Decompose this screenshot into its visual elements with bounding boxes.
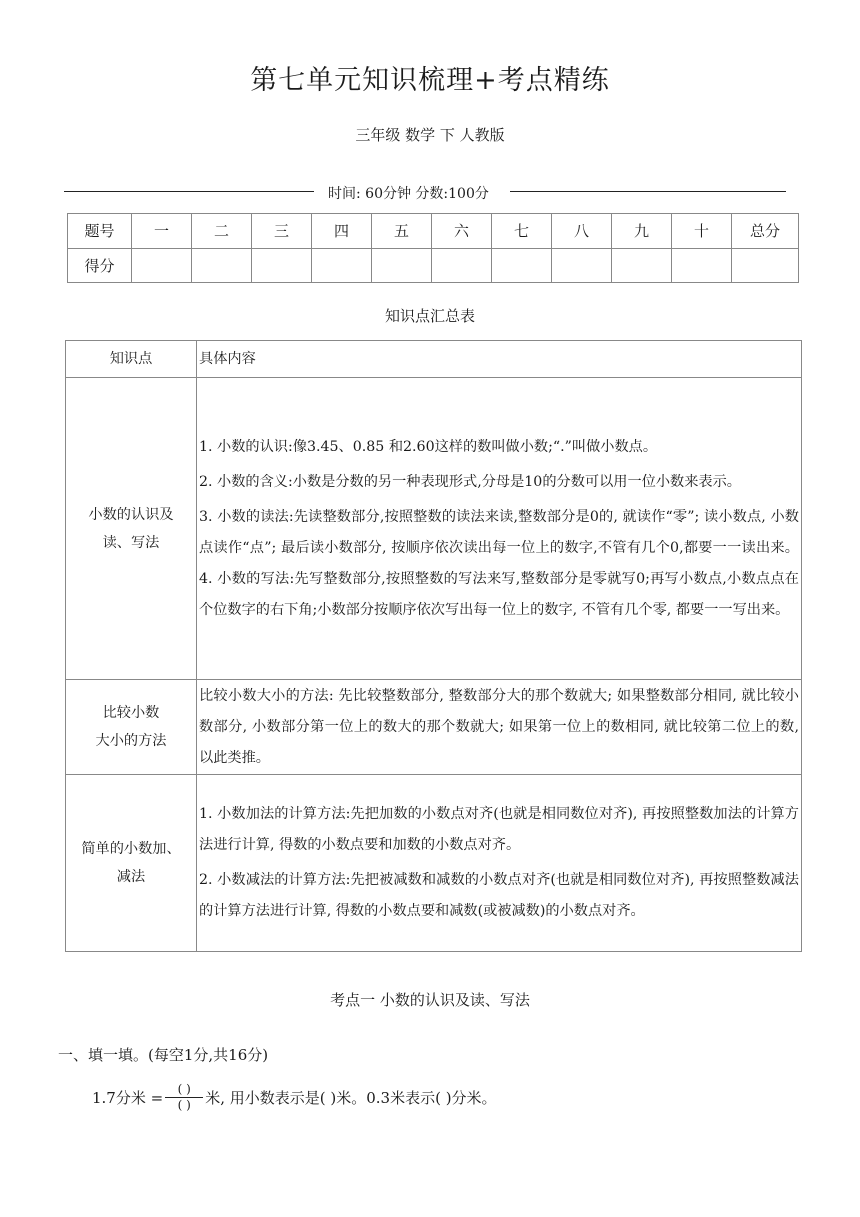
content-item: 比较小数大小的方法: 先比较整数部分, 整数部分大的那个数就大; 如果整数部分相同, 就比较小数部分, 小数部分第一位上的数大的那个数就大; 如果第一位上的数相同, 就比较第二位上的数, 以此类推。 [199, 687, 799, 766]
page-subtitle: 三年级 数学 下 人教版 [355, 126, 505, 144]
section-title: 考点一 小数的认识及读、写法 [330, 991, 530, 1009]
score-cell[interactable] [192, 248, 252, 283]
content-item: 3. 小数的读法:先读整数部分,按照整数的读法来读,整数部分是0的, 就读作“零”; 读小数点, 小数点读作“点”; 最后读小数部分, 按顺序依次读出每一位上的数字,不管有几个0,都要一一读出来。4. 小数的写法:先写整数部分,按照整数的写法来写,整数部分是零就写0;再写小数点,小数点点在个位数字的右下角;小数部分按顺序依次写出每一位上的数字, 不管有几个零, 都要一一写出来。 [199, 508, 799, 618]
score-header-cell: 一 [132, 214, 192, 249]
score-row [68, 248, 799, 283]
category-line: 大小的方法 [95, 733, 167, 749]
score-header-cell: 二 [192, 214, 252, 249]
score-header-cell: 四 [312, 214, 372, 249]
summary-content [197, 378, 802, 680]
summary-table-title: 知识点汇总表 [384, 307, 475, 325]
category-line: 比较小数 [102, 705, 160, 721]
fraction-blank[interactable] [165, 1083, 203, 1112]
score-header-cell: 题号 [68, 214, 132, 249]
fraction-numerator[interactable]: ( ) [177, 1082, 191, 1096]
score-header-row [68, 214, 799, 249]
summary-row [66, 680, 802, 775]
page-title: 第七单元知识梳理+考点精练 [250, 65, 610, 96]
category-line: 简单的小数加、 [81, 841, 181, 857]
summary-content [197, 680, 802, 775]
summary-category [66, 378, 197, 680]
score-row-label: 得分 [68, 248, 132, 283]
score-cell[interactable] [612, 248, 672, 283]
score-header-cell: 五 [372, 214, 432, 249]
category-line: 小数的认识及 [88, 506, 174, 523]
score-cell[interactable] [432, 248, 492, 283]
content-item: 2. 小数的含义:小数是分数的另一种表现形式,分母是10的分数可以用一位小数来表示。 [199, 473, 741, 490]
content-item: 1. 小数加法的计算方法:先把加数的小数点对齐(也就是相同数位对齐), 再按照整数加法的计算方法进行计算, 得数的小数点要和加数的小数点对齐。 [199, 806, 799, 853]
score-header-cell: 八 [552, 214, 612, 249]
question-1 [92, 1083, 497, 1112]
score-cell[interactable] [252, 248, 312, 283]
score-cell[interactable] [312, 248, 372, 283]
content-item: 2. 小数减法的计算方法:先把被减数和减数的小数点对齐(也就是相同数位对齐), 再按照整数减法的计算方法进行计算, 得数的小数点要和减数(或被减数)的小数点对齐。 [199, 872, 799, 919]
knowledge-summary-table [65, 340, 802, 952]
col-header-knowledge-point: 知识点 [66, 341, 197, 378]
score-header-cell: 七 [492, 214, 552, 249]
summary-row [66, 775, 802, 952]
score-cell[interactable] [372, 248, 432, 283]
fraction-denominator[interactable]: ( ) [177, 1098, 191, 1112]
score-header-cell: 九 [612, 214, 672, 249]
question-suffix: 米, 用小数表示是( )米。0.3米表示( )分米。 [205, 1089, 497, 1107]
score-cell[interactable] [132, 248, 192, 283]
summary-category [66, 775, 197, 952]
divider-left [64, 191, 314, 192]
divider-right [510, 191, 786, 192]
score-header-cell: 十 [672, 214, 732, 249]
summary-category [66, 680, 197, 775]
summary-header-row [66, 341, 802, 378]
time-score-info: 时间: 60分钟 分数:100分 [328, 186, 489, 202]
category-line: 减法 [116, 869, 146, 885]
score-cell[interactable] [492, 248, 552, 283]
score-cell[interactable] [672, 248, 732, 283]
score-cell[interactable] [552, 248, 612, 283]
part-heading: 一、填一填。(每空1分,共16分) [58, 1046, 269, 1064]
question-prefix: 1.7分米 = [92, 1089, 164, 1107]
category-line: 读、写法 [102, 534, 160, 551]
col-header-content: 具体内容 [197, 341, 802, 378]
score-header-cell: 总分 [732, 214, 799, 249]
content-item: 1. 小数的认识:像3.45、0.85 和2.60这样的数叫做小数;“.”叫做小数点。 [199, 438, 658, 455]
summary-row [66, 378, 802, 680]
summary-content [197, 775, 802, 952]
score-cell[interactable] [732, 248, 799, 283]
score-header-cell: 三 [252, 214, 312, 249]
score-table [67, 213, 799, 283]
score-header-cell: 六 [432, 214, 492, 249]
